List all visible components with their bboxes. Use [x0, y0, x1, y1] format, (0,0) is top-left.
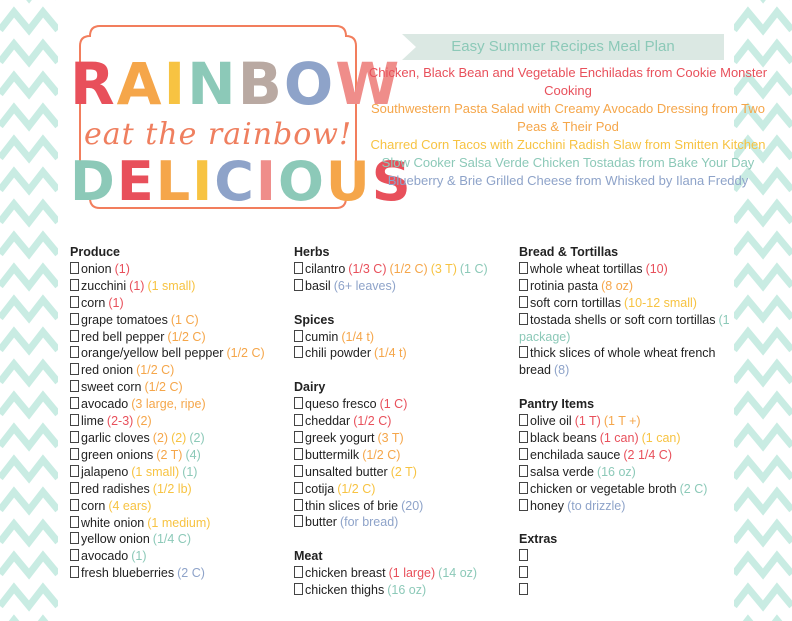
logo-letter: D [70, 150, 117, 213]
checkbox-icon[interactable] [70, 313, 79, 325]
item-name: black beans [530, 430, 597, 445]
grocery-item [519, 413, 739, 430]
logo-letter: U [325, 150, 372, 213]
item-quantity: (1/4 t) [374, 346, 407, 361]
item-name: avocado [81, 397, 129, 412]
checkbox-icon[interactable] [519, 465, 528, 477]
chevron-stripe [0, 460, 58, 478]
grocery-item [294, 345, 514, 362]
item-quantity: (1/2 C) [136, 363, 175, 378]
logo-letter: O [283, 50, 336, 118]
item-quantity: (8 oz) [601, 278, 634, 293]
item-quantity: (3 T) [377, 430, 404, 445]
chevron-stripe [734, 588, 792, 606]
item-quantity: (1/3 C) [348, 261, 387, 276]
meal-item: Blueberry & Brie Grilled Cheese from Whisked by Ilana Freddy [387, 173, 749, 188]
item-quantity: (6+ leaves) [333, 278, 396, 293]
checkbox-icon[interactable] [519, 448, 528, 460]
chevron-stripe [0, 44, 58, 62]
checkbox-icon[interactable] [294, 583, 303, 595]
item-name: basil [305, 278, 331, 293]
item-quantity: (1 medium) [147, 515, 211, 530]
item-name: red radishes [81, 481, 150, 496]
section-heading: Extras [519, 532, 558, 547]
item-name: greek yogurt [305, 430, 375, 445]
item-quantity: (1) [182, 464, 198, 479]
item-quantity: (2) [152, 430, 169, 445]
item-name: thin slices of brie [305, 498, 399, 513]
chevron-stripe [734, 396, 792, 414]
chevron-border-left [0, 0, 58, 621]
checkbox-icon[interactable] [70, 566, 79, 578]
checkbox-icon[interactable] [70, 431, 79, 443]
grocery-item [70, 295, 290, 312]
checkbox-icon[interactable] [294, 346, 303, 358]
item-quantity: (3 large, ripe) [131, 397, 206, 412]
item-quantity: (2 1/4 C) [623, 447, 672, 462]
grocery-item [70, 548, 290, 565]
item-name: sweet corn [81, 380, 142, 395]
checkbox-icon[interactable] [70, 532, 79, 544]
checkbox-icon[interactable] [519, 566, 528, 578]
item-quantity: (2 T) [390, 464, 417, 479]
checkbox-icon[interactable] [70, 363, 79, 375]
item-quantity: (14 oz) [438, 566, 478, 581]
chevron-stripe [734, 492, 792, 510]
item-name: white onion [81, 515, 145, 530]
grocery-item [519, 582, 739, 599]
chevron-stripe [0, 172, 58, 190]
logo-letter: L [155, 150, 193, 213]
logo-letter: N [187, 50, 238, 118]
checkbox-icon[interactable] [70, 414, 79, 426]
chevron-stripe [734, 332, 792, 350]
item-name: yellow onion [81, 532, 150, 547]
item-quantity: (1) [114, 261, 130, 276]
logo-letter: C [214, 150, 256, 213]
logo-letter: I [255, 150, 278, 213]
grocery-item [70, 278, 290, 295]
item-name: zucchini [81, 278, 127, 293]
item-quantity: (for bread) [339, 515, 399, 530]
logo-letter: I [163, 50, 188, 118]
checkbox-icon[interactable] [519, 431, 528, 443]
checkbox-icon[interactable] [294, 397, 303, 409]
chevron-stripe [734, 268, 792, 286]
grocery-item [70, 565, 290, 582]
checkbox-icon[interactable] [519, 583, 528, 595]
logo-letter: I [192, 150, 215, 213]
chevron-stripe [0, 396, 58, 414]
checkbox-icon[interactable] [70, 296, 79, 308]
grocery-item [294, 565, 514, 582]
grocery-item [294, 413, 514, 430]
item-quantity: (2 C) [177, 566, 205, 581]
item-name: green onions [81, 447, 154, 462]
item-quantity: (1/4 t) [341, 329, 374, 344]
item-quantity: (1 large) [388, 566, 436, 581]
chevron-stripe [734, 460, 792, 478]
grocery-item [70, 447, 290, 464]
item-name: whole wheat tortillas [530, 261, 643, 276]
item-quantity: (4 ears) [108, 498, 152, 513]
chevron-stripe [0, 332, 58, 350]
item-quantity: (1/2 C) [337, 481, 376, 496]
chevron-stripe [0, 12, 58, 30]
grocery-item [519, 278, 739, 295]
checkbox-icon[interactable] [294, 482, 303, 494]
grocery-item [294, 582, 514, 599]
item-quantity: (2) [189, 430, 205, 445]
item-name: garlic cloves [81, 430, 150, 445]
checkbox-icon[interactable] [70, 380, 79, 392]
chevron-stripe [0, 300, 58, 318]
logo-letter: S [371, 150, 413, 213]
checkbox-icon[interactable] [519, 262, 528, 274]
item-quantity: (1 C) [170, 312, 199, 327]
checkbox-icon[interactable] [70, 279, 79, 291]
grocery-item [70, 345, 290, 362]
item-name: rotinia pasta [530, 278, 599, 293]
checkbox-icon[interactable] [519, 346, 528, 358]
checkbox-icon[interactable] [519, 482, 528, 494]
checkbox-icon[interactable] [294, 566, 303, 578]
chevron-stripe [734, 236, 792, 254]
grocery-item [519, 447, 739, 464]
chevron-stripe [734, 524, 792, 542]
item-name: honey [530, 498, 565, 513]
grocery-item [519, 345, 739, 379]
rainbow-delicious-logo [70, 18, 413, 216]
checkbox-icon[interactable] [294, 448, 303, 460]
item-name: grape tomatoes [81, 312, 168, 327]
grocery-item [294, 498, 514, 515]
item-name: chili powder [305, 346, 372, 361]
item-quantity: (1) [129, 278, 145, 293]
item-quantity: (10-12 small) [624, 295, 697, 310]
item-name: buttermilk [305, 447, 360, 462]
grocery-item [519, 295, 739, 312]
checkbox-icon[interactable] [70, 330, 79, 342]
item-quantity: (16 oz) [596, 464, 636, 479]
section-heading: Meat [294, 549, 323, 564]
grocery-item [519, 548, 739, 565]
item-name: onion [81, 261, 112, 276]
grocery-item [70, 312, 290, 329]
checkbox-icon[interactable] [70, 516, 79, 528]
item-quantity: (1) [131, 549, 147, 564]
item-quantity: (1/2 C) [226, 346, 265, 361]
item-quantity: (to drizzle) [567, 498, 626, 513]
chevron-stripe [0, 108, 58, 126]
item-name: chicken or vegetable broth [530, 481, 677, 496]
item-name: cumin [305, 329, 339, 344]
chevron-stripe [0, 524, 58, 542]
grocery-item [294, 261, 514, 278]
checkbox-icon[interactable] [519, 549, 528, 561]
grocery-item [519, 498, 739, 515]
logo-letter: E [116, 150, 156, 213]
item-quantity: (16 oz) [387, 583, 427, 598]
item-quantity: (1/2 C) [389, 261, 428, 276]
chevron-stripe [734, 300, 792, 318]
item-name: tostada shells or soft corn tortillas [530, 312, 716, 327]
grocery-item [519, 430, 739, 447]
checkbox-icon[interactable] [70, 482, 79, 494]
chevron-stripe [0, 236, 58, 254]
grocery-column-1 [70, 244, 290, 582]
meal-item: Slow Cooker Salsa Verde Chicken Tostadas from Bake Your Day [381, 155, 755, 170]
item-name: cheddar [305, 414, 351, 429]
item-name: unsalted butter [305, 464, 388, 479]
grocery-item [70, 430, 290, 447]
grocery-item [70, 396, 290, 413]
logo-letter: A [116, 50, 164, 118]
checkbox-icon[interactable] [70, 465, 79, 477]
grocery-item [294, 481, 514, 498]
meal-plan-list [368, 64, 768, 190]
meal-item: Chicken, Black Bean and Vegetable Enchiladas from Cookie Monster Cooking [368, 65, 768, 98]
logo-letter: O [277, 150, 326, 213]
checkbox-icon[interactable] [294, 330, 303, 342]
grocery-item [294, 464, 514, 481]
item-quantity: (1/2 C) [362, 447, 401, 462]
grocery-item [294, 430, 514, 447]
section-heading: Pantry Items [519, 397, 595, 412]
grocery-item [70, 481, 290, 498]
item-name: red bell pepper [81, 329, 165, 344]
checkbox-icon[interactable] [70, 499, 79, 511]
checkbox-icon[interactable] [294, 499, 303, 511]
item-name: jalapeno [81, 464, 129, 479]
item-quantity: (1 small) [131, 464, 180, 479]
grocery-item [294, 396, 514, 413]
item-quantity: (2) [136, 414, 152, 429]
grocery-item [519, 261, 739, 278]
checkbox-icon[interactable] [70, 397, 79, 409]
checkbox-icon[interactable] [519, 313, 528, 325]
item-name: lime [81, 414, 104, 429]
section-heading: Bread & Tortillas [519, 245, 619, 259]
grocery-column-3 [519, 244, 739, 599]
item-quantity: (1/2 C) [144, 380, 183, 395]
grocery-item [519, 464, 739, 481]
item-quantity: (1 C) [459, 261, 488, 276]
checkbox-icon[interactable] [294, 279, 303, 291]
grocery-item [70, 531, 290, 548]
checkbox-icon[interactable] [70, 549, 79, 561]
item-quantity: (3 T) [430, 261, 457, 276]
item-name: red onion [81, 363, 134, 378]
item-quantity: (1 C) [379, 397, 408, 412]
checkbox-icon[interactable] [294, 515, 303, 527]
item-quantity: (1/4 C) [152, 532, 191, 547]
checkbox-icon[interactable] [519, 279, 528, 291]
logo-word-rainbow [70, 50, 402, 118]
item-quantity: (1 T +) [603, 414, 641, 429]
item-name: corn [81, 498, 106, 513]
grocery-item [519, 312, 739, 346]
grocery-item [294, 278, 514, 295]
checkbox-icon[interactable] [519, 499, 528, 511]
item-quantity: (1/2 C) [167, 329, 206, 344]
item-quantity: (20) [401, 498, 424, 513]
grocery-item [70, 464, 290, 481]
item-quantity: (1 small) [147, 278, 196, 293]
chevron-stripe [0, 556, 58, 574]
meal-item: Southwestern Pasta Salad with Creamy Avocado Dressing from Two Peas & Their Pod [370, 101, 766, 134]
section-heading: Spices [294, 312, 335, 327]
item-quantity: (1 package) [519, 312, 730, 344]
item-quantity: (2 T) [156, 447, 183, 462]
grocery-item [294, 514, 514, 531]
chevron-stripe [734, 12, 792, 30]
chevron-stripe [734, 556, 792, 574]
grocery-item [70, 362, 290, 379]
grocery-item [70, 498, 290, 515]
chevron-stripe [0, 492, 58, 510]
item-quantity: (2 C) [679, 481, 708, 496]
chevron-stripe [0, 204, 58, 222]
grocery-item [70, 413, 290, 430]
grocery-item [70, 515, 290, 532]
logo-letter: R [70, 50, 117, 118]
item-name: cilantro [305, 261, 346, 276]
chevron-stripe [0, 428, 58, 446]
chevron-stripe [734, 428, 792, 446]
item-quantity: (8) [553, 363, 570, 378]
item-name: chicken breast [305, 566, 386, 581]
item-quantity: (1 can) [599, 430, 639, 445]
checkbox-icon[interactable] [519, 296, 528, 308]
grocery-column-2 [294, 244, 514, 599]
chevron-stripe [0, 268, 58, 286]
logo-letter: W [335, 50, 402, 118]
item-name: enchilada sauce [530, 447, 621, 462]
grocery-item [294, 329, 514, 346]
item-name: queso fresco [305, 397, 377, 412]
logo-letter: B [237, 50, 284, 118]
checkbox-icon[interactable] [70, 262, 79, 274]
item-name: butter [305, 515, 337, 530]
chevron-stripe [0, 588, 58, 606]
chevron-stripe [0, 76, 58, 94]
section-heading: Produce [70, 245, 121, 259]
item-quantity: (1 T) [574, 414, 601, 429]
item-quantity: (1 can) [641, 430, 681, 445]
grocery-item [70, 329, 290, 346]
item-name: soft corn tortillas [530, 295, 622, 310]
grocery-item [294, 447, 514, 464]
item-quantity: (1/2 C) [353, 414, 392, 429]
grocery-item [519, 481, 739, 498]
logo-word-delicious [70, 150, 413, 213]
checkbox-icon[interactable] [294, 431, 303, 443]
item-name: cotija [305, 481, 335, 496]
checkbox-icon[interactable] [294, 414, 303, 426]
checkbox-icon[interactable] [70, 448, 79, 460]
item-quantity: (1/2 lb) [152, 481, 192, 496]
item-quantity: (10) [645, 261, 668, 276]
item-name: corn [81, 295, 106, 310]
meal-plan-title: Easy Summer Recipes Meal Plan [451, 38, 675, 55]
item-quantity: (1) [108, 295, 124, 310]
item-quantity: (2) [171, 430, 187, 445]
meal-item: Charred Corn Tacos with Zucchini Radish Slaw from Smitten Kitchen [370, 137, 766, 152]
item-name: orange/yellow bell pepper [81, 346, 224, 361]
chevron-stripe [734, 44, 792, 62]
item-name: chicken thighs [305, 583, 385, 598]
checkbox-icon[interactable] [294, 262, 303, 274]
checkbox-icon[interactable] [519, 414, 528, 426]
section-heading: Herbs [294, 245, 330, 259]
chevron-stripe [0, 140, 58, 158]
item-quantity: (2-3) [106, 414, 134, 429]
checkbox-icon[interactable] [70, 346, 79, 358]
chevron-stripe [734, 364, 792, 382]
grocery-item [70, 379, 290, 396]
item-name: fresh blueberries [81, 566, 175, 581]
item-name: thick slices of whole wheat french bread [519, 346, 716, 378]
section-heading: Dairy [294, 380, 326, 395]
grocery-item [70, 261, 290, 278]
chevron-stripe [734, 204, 792, 222]
logo-tagline: eat the rainbow! [83, 117, 353, 152]
item-quantity: (4) [185, 447, 201, 462]
checkbox-icon[interactable] [294, 465, 303, 477]
grocery-item [519, 565, 739, 582]
item-name: avocado [81, 549, 129, 564]
item-name: olive oil [530, 414, 572, 429]
chevron-stripe [0, 364, 58, 382]
item-name: salsa verde [530, 464, 594, 479]
